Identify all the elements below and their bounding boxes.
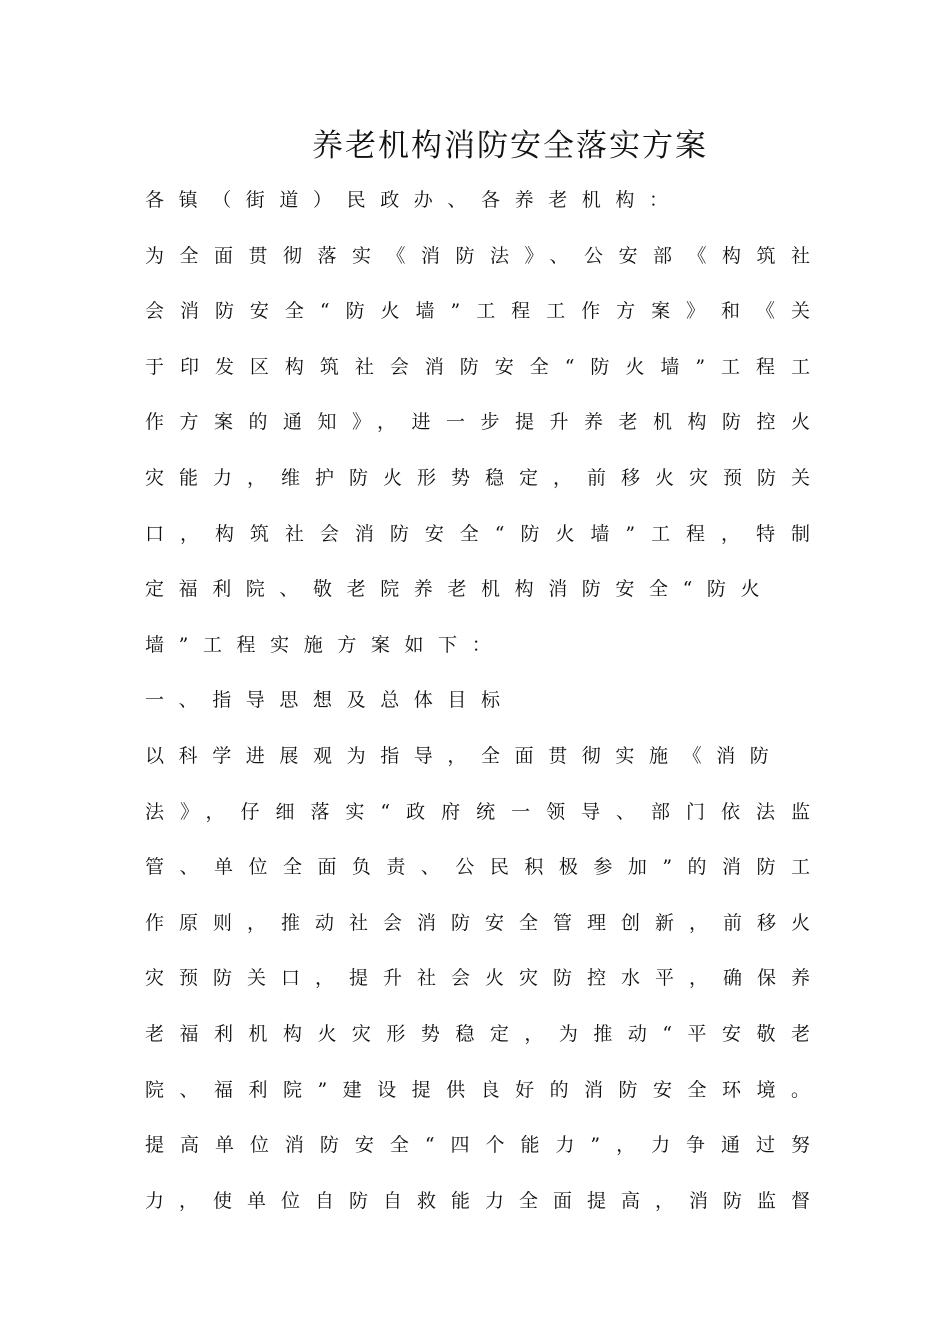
- paragraph-line: 为全面贯彻落实《消防法》、公安部《构筑社: [145, 244, 810, 267]
- paragraph-line: 院、福利院”建设提供良好的消防安全环境。: [145, 1078, 810, 1101]
- paragraph-line: 灾能力，维护防火形势稳定，前移火灾预防关: [145, 466, 810, 489]
- paragraph-line: 口，构筑社会消防安全“防火墙”工程，特制: [145, 522, 810, 545]
- paragraph-line: 老福利机构火灾形势稳定，为推动“平安敬老: [145, 1022, 810, 1045]
- paragraph-line: 灾预防关口，提升社会火灾防控水平，确保养: [145, 967, 810, 990]
- section-heading: 一、指导思想及总体目标: [145, 689, 515, 712]
- document-body: [145, 180, 810, 1236]
- paragraph-line: 力，使单位自防自救能力全面提高，消防监督: [145, 1189, 810, 1212]
- paragraph-line: 作原则，推动社会消防安全管理创新，前移火: [145, 911, 810, 934]
- paragraph-line: 墙”工程实施方案如下：: [145, 633, 506, 656]
- paragraph-line: 管、单位全面负责、公民积极参加”的消防工: [145, 856, 810, 879]
- document-title: 养老机构消防安全落实方案: [312, 128, 708, 164]
- paragraph-line: 会消防安全“防火墙”工程工作方案》和《关: [145, 300, 810, 323]
- paragraph-line: 提高单位消防安全“四个能力”，力争通过努: [145, 1134, 810, 1157]
- paragraph-line: 作方案的通知》，进一步提升养老机构防控火: [145, 411, 810, 434]
- paragraph-line: 各镇（街道）民政办、各养老机构：: [145, 189, 683, 211]
- paragraph-line: 法》，仔细落实“政府统一领导、部门依法监: [145, 800, 810, 823]
- paragraph-line: 以科学进展观为指导，全面贯彻实施《消防: [145, 744, 784, 767]
- paragraph-line: 于印发区构筑社会消防安全“防火墙”工程工: [145, 355, 810, 378]
- paragraph-line: 定福利院、敬老院养老机构消防安全“防火: [145, 578, 775, 601]
